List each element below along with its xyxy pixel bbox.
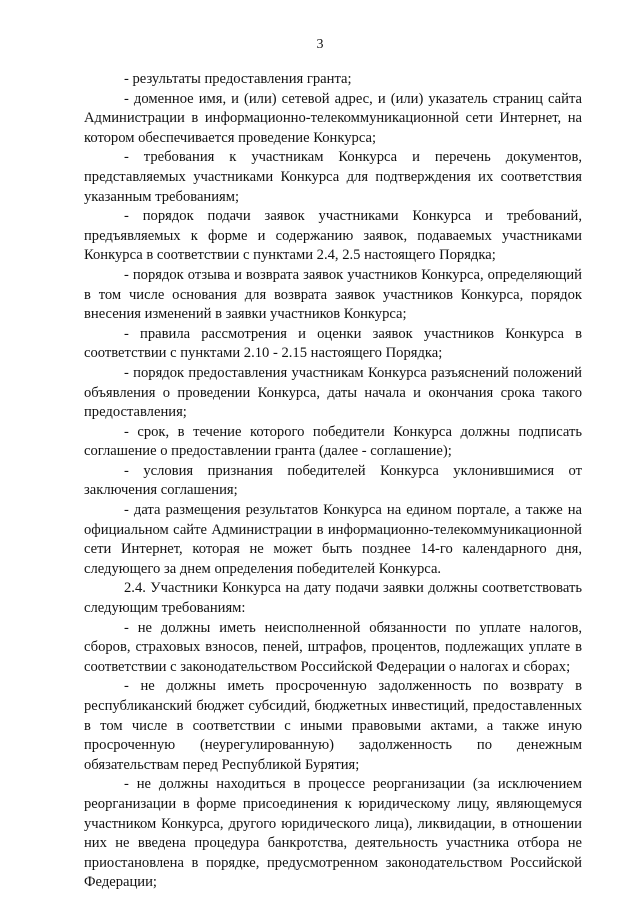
paragraph-7: - порядок предоставления участникам Конкурса разъяснений положений объявления о проведении Конкурса, даты начала и окончания срока такого предоставления; [84,364,582,421]
paragraph-4: - порядок подачи заявок участниками Конкурса и требований, предъявляемых к форме и содержанию заявок, подаваемых участниками Конкурса в соответствии с пунктами 2.4, 2.5 настоящего Порядка; [84,208,582,264]
paragraph-3: - требования к участникам Конкурса и перечень документов, представляемых участниками Конкурса для подтверждения их соответствия указанным требованиям; [84,149,582,205]
section-2-4-heading: 2.4. Участники Конкурса на дату подачи заявки должны соответствовать следующим требованиям: [84,580,582,617]
paragraph-13: - не должны иметь просроченную задолженность по возврату в республиканский бюджет субсидий, бюджетных инвестиций, предоставленных в том числе в соответствии с иными правовыми актами, а также иную просроченную (неурегулированную) задолженность по денежным обязательствам перед Республикой Бурятия; [84,678,582,773]
document-body [84,70,582,893]
paragraph-12: - не должны иметь неисполненной обязанности по уплате налогов, сборов, страховых взносов, пеней, штрафов, процентов, подлежащих уплате в соответствии с законодательством Российской Федерации о налогах и сборах; [84,619,582,675]
paragraph-8: - срок, в течение которого победители Конкурса должны подписать соглашение о предоставлении гранта (далее - соглашение); [84,423,582,460]
paragraph-5: - порядок отзыва и возврата заявок участников Конкурса, определяющий в том числе основания для возврата заявок участников Конкурса, порядок внесения изменений в заявки участников Конкурса; [84,266,582,323]
paragraph-14: - не должны находиться в процессе реорганизации (за исключением реорганизации в форме присоединения к юридическому лицу, являющемуся участником Конкурса, другого юридического лица), ликвидации, в отношении них не введена процедура банкротства, деятельность участника отбора не приостановлена в порядке, предусмотренном законодательством Российской Федерации; [84,776,582,891]
paragraph-10: - дата размещения результатов Конкурса на едином портале, а также на официальном сайте Администрации в информационно-телекоммуникационной сети Интернет, которая не может быть позднее 14-го календарного дня, следующего за днем определения победителей Конкурса. [84,502,582,577]
page-number: 3 [316,37,324,52]
paragraph-9: - условия признания победителей Конкурса уклонившимися от заключения соглашения; [84,462,582,499]
paragraph-1: - результаты предоставления гранта; [124,71,352,87]
paragraph-6: - правила рассмотрения и оценки заявок участников Конкурса в соответствии с пунктами 2.10 - 2.15 настоящего Порядка; [84,325,582,362]
paragraph-2: - доменное имя, и (или) сетевой адрес, и (или) указатель страниц сайта Администрации в информационно-телекоммуникационной сети Интернет, на котором обеспечивается проведение Конкурса; [84,90,582,146]
